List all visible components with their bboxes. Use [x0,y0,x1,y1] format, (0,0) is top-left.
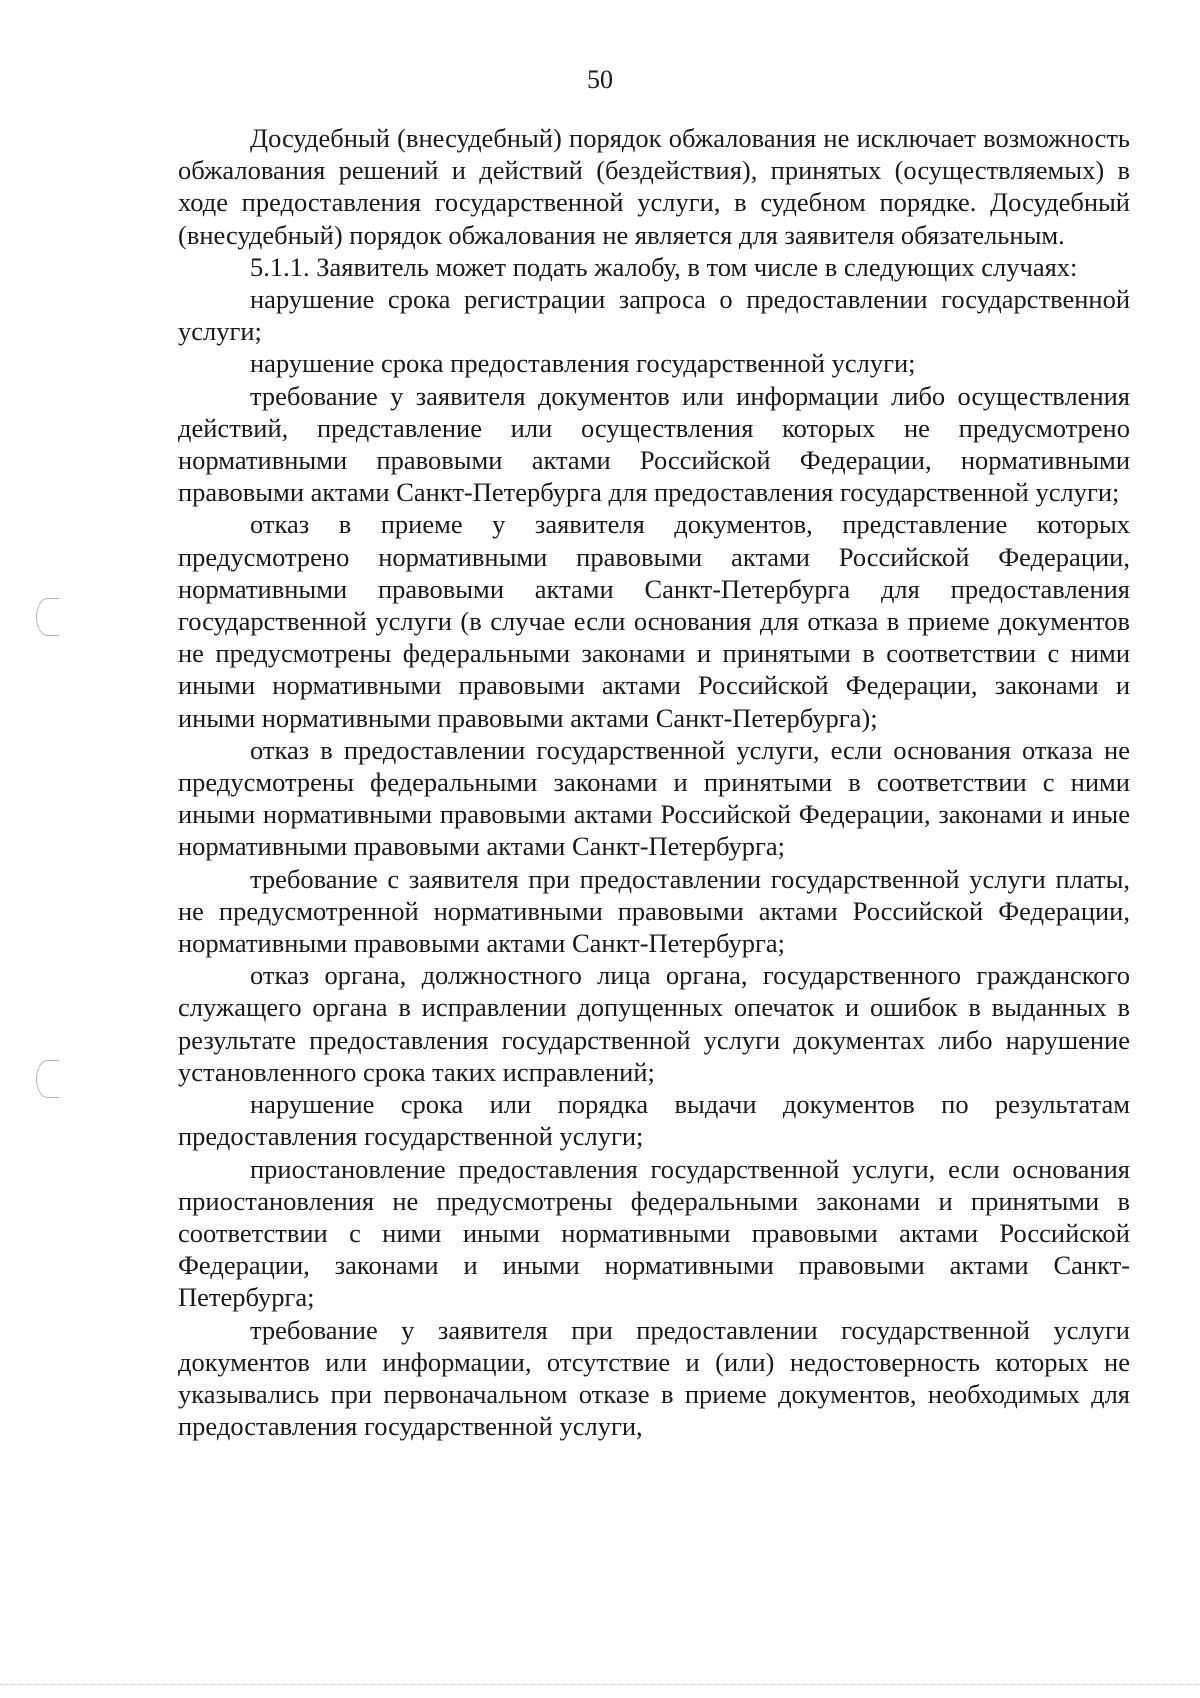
paragraph-service-refusal: отказ в предоставлении государственной услуги, если основания отказа не предусмотрены федеральными законами и принятыми в соответствии с ними иными нормативными правовыми актами Российской Федерации, законами и иные нормативными правовыми актами Санкт-Петербурга; [178,734,1130,862]
punch-hole-mark-top [36,598,59,636]
paragraph-excess-document-requirement: требование у заявителя документов или информации либо осуществления действий, представление или осуществления которых не предусмотрено нормативными правовыми актами Российской Федерации, нормативными правовыми актами Санкт-Петербурга для предоставления государственной услуги; [178,380,1130,508]
paragraph-result-issuance-violation: нарушение срока или порядка выдачи документов по результатам предоставления государственной услуги; [178,1089,1130,1152]
scan-edge-line [0,1684,1200,1685]
paragraph-service-suspension: приостановление предоставления государственной услуги, если основания приостановления не предусмотрены федеральными законами и принятыми в соответствии с ними иными нормативными правовыми актами Российской Федерации, законами и иными нормативными правовыми актами Санкт-Петербурга; [178,1153,1130,1313]
paragraph-unlawful-fee-requirement: требование с заявителя при предоставлении государственной услуги платы, не предусмотренной нормативными правовыми актами Российской Федерации, нормативными правовыми актами Санкт-Петербурга; [178,863,1130,959]
paragraph-unreported-document-requirement: требование у заявителя при предоставлении государственной услуги документов или информации, отсутствие и (или) недостоверность которых не указывались при первоначальном отказе в приеме документов, необходимых для предоставления государственной услуги, [178,1314,1130,1442]
page-number: 50 [587,65,613,94]
paragraph-service-deadline-violation: нарушение срока предоставления государственной услуги; [250,348,916,379]
paragraph-pretrial-appeal: Досудебный (внесудебный) порядок обжалования не исключает возможность обжалования решений и действий (бездействия), принятых (осуществляемых) в ходе предоставления государственной услуги, в судебном порядке. Досудебный (внесудебный) порядок обжалования не является для заявителя обязательным. [178,123,1130,250]
paragraph-registration-deadline-violation: нарушение срока регистрации запроса о предоставлении государственной услуги; [178,284,1130,347]
paragraph-complaint-cases-intro: 5.1.1. Заявитель может подать жалобу, в том числе в следующих случаях: [250,251,1078,282]
paragraph-document-acceptance-refusal: отказ в приеме у заявителя документов, представление которых предусмотрено нормативными правовыми актами Российской Федерации, нормативными правовыми актами Санкт-Петербурга для предоставления государственной услуги (в случае если основания для отказа в приеме документов не предусмотрены федеральными законами и принятыми в соответствии с ними иными нормативными правовыми актами Российской Федерации, законами и иными нормативными правовыми актами Санкт-Петербурга); [178,509,1130,733]
document-body [178,122,1130,1442]
paragraph-correction-refusal: отказ органа, должностного лица органа, государственного гражданского служащего органа в исправлении допущенных опечаток и ошибок в выданных в результате предоставления государственной услуги документах либо нарушение установленного срока таких исправлений; [178,960,1130,1087]
punch-hole-mark-bottom [36,1060,59,1098]
